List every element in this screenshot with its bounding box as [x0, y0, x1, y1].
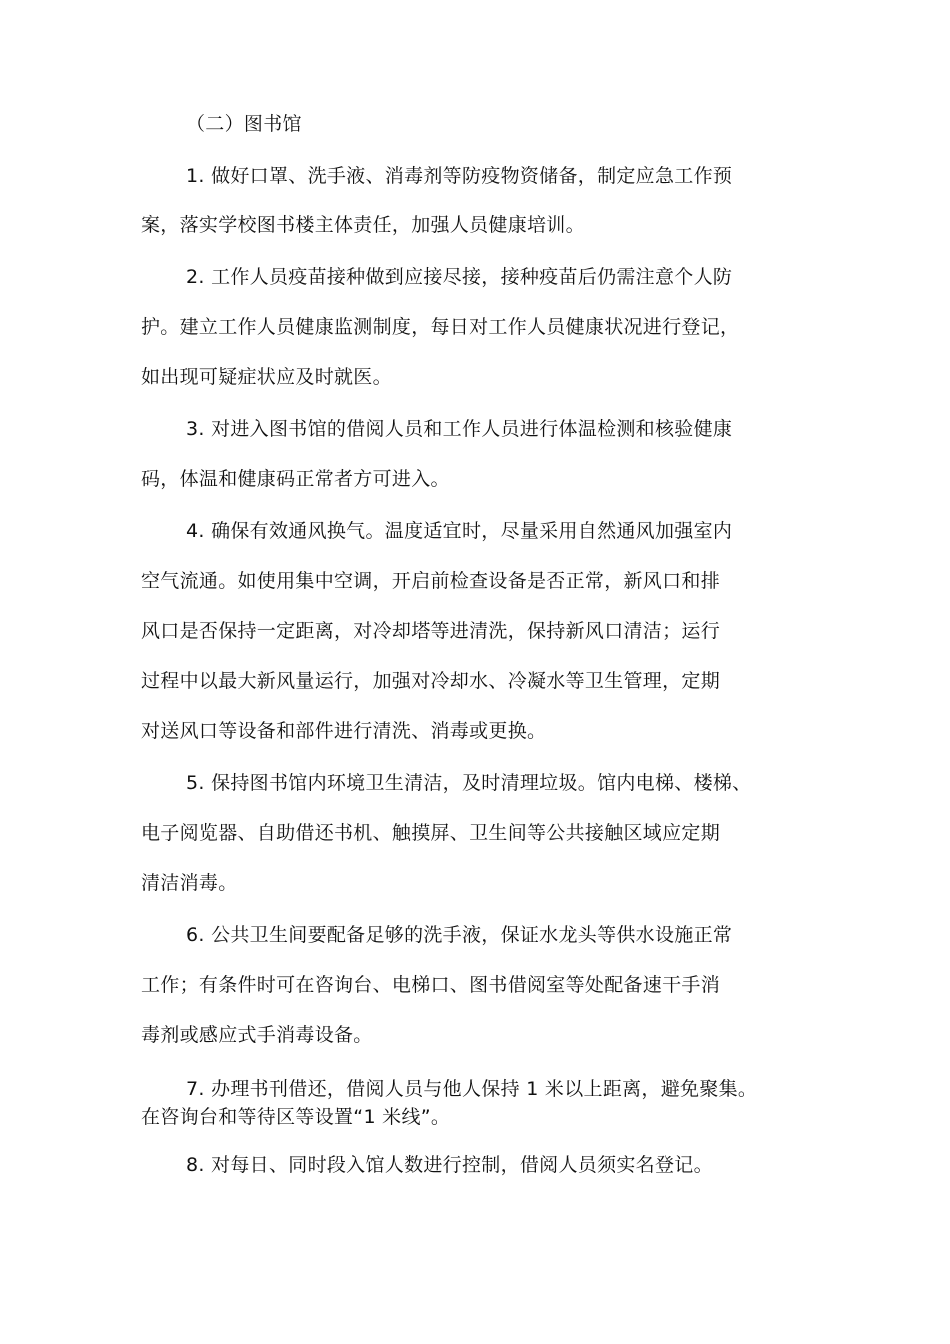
paragraph-line: 案，落实学校图书楼主体责任，加强人员健康培训。 [141, 214, 585, 236]
paragraph-line: 4. 确保有效通风换气。温度适宜时，尽量采用自然通风加强室内 [186, 520, 733, 542]
paragraph-line: 2. 工作人员疫苗接种做到应接尽接，接种疫苗后仍需注意个人防 [186, 266, 733, 288]
paragraph-line: 1. 做好口罩、洗手液、消毒剂等防疫物资储备，制定应急工作预 [186, 165, 733, 187]
paragraph-line: 3. 对进入图书馆的借阅人员和工作人员进行体温检测和核验健康 [186, 418, 733, 440]
paragraph-line: 风口是否保持一定距离，对冷却塔等进清洗，保持新风口清洁；运行 [141, 620, 721, 642]
paragraph-line: 5. 保持图书馆内环境卫生清洁，及时清理垃圾。馆内电梯、楼梯、 [186, 772, 752, 794]
paragraph-line: 电子阅览器、自助借还书机、触摸屏、卫生间等公共接触区域应定期 [141, 822, 721, 844]
paragraph-line: 如出现可疑症状应及时就医。 [141, 366, 392, 388]
paragraph-line: 7. 办理书刊借还，借阅人员与他人保持 1 米以上距离，避免聚集。 [186, 1078, 758, 1100]
paragraph-line: 6. 公共卫生间要配备足够的洗手液，保证水龙头等供水设施正常 [186, 924, 733, 946]
paragraph-line: 在咨询台和等待区等设置“1 米线”。 [141, 1106, 451, 1128]
paragraph-line: 工作；有条件时可在咨询台、电梯口、图书借阅室等处配备速干手消 [141, 974, 721, 996]
paragraph-line: 毒剂或感应式手消毒设备。 [141, 1024, 373, 1046]
paragraph-line: 对送风口等设备和部件进行清洗、消毒或更换。 [141, 720, 547, 742]
paragraph-line: 过程中以最大新风量运行，加强对冷却水、冷凝水等卫生管理，定期 [141, 670, 721, 692]
paragraph-line: 码，体温和健康码正常者方可进入。 [141, 468, 450, 490]
paragraph-line: 8. 对每日、同时段入馆人数进行控制，借阅人员须实名登记。 [186, 1154, 713, 1176]
paragraph-line: 空气流通。如使用集中空调，开启前检查设备是否正常，新风口和排 [141, 570, 721, 592]
paragraph-line: 清洁消毒。 [141, 872, 238, 894]
section-heading: （二）图书馆 [186, 113, 302, 135]
paragraph-line: 护。建立工作人员健康监测制度，每日对工作人员健康状况进行登记， [141, 316, 740, 338]
